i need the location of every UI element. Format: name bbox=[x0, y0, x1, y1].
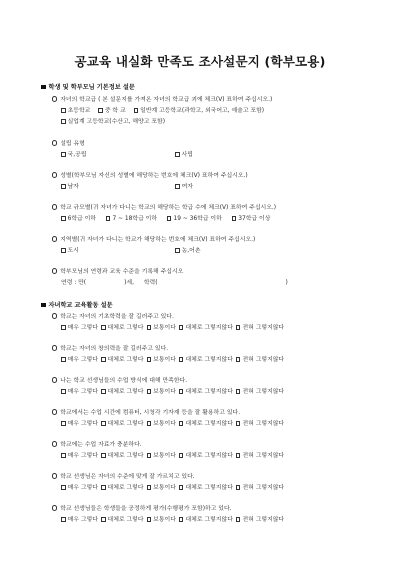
likert-option[interactable] bbox=[101, 388, 144, 396]
likert-option[interactable] bbox=[179, 452, 233, 460]
option-female[interactable]: 여자 bbox=[175, 183, 193, 191]
likert-option[interactable] bbox=[101, 484, 144, 492]
question-school-size: 학교 규모별(귀 자녀가 다니는 학교의 해당하는 학급 수에 체크(V) 표하여 주십시오.) bbox=[52, 204, 276, 212]
checkbox-icon[interactable] bbox=[61, 357, 66, 362]
likert-option[interactable] bbox=[101, 324, 144, 332]
checkbox-icon[interactable] bbox=[167, 216, 172, 221]
likert-question bbox=[52, 377, 187, 385]
checkbox-icon[interactable] bbox=[147, 485, 152, 490]
likert-option[interactable] bbox=[101, 356, 144, 364]
likert-option-label: 대체로 그렇지않다 bbox=[185, 357, 233, 363]
likert-option-label: 보통이다 bbox=[153, 357, 176, 363]
likert-option[interactable] bbox=[236, 516, 284, 524]
likert-option[interactable] bbox=[179, 356, 233, 364]
likert-question bbox=[52, 505, 232, 513]
checkbox-icon[interactable] bbox=[232, 216, 237, 221]
circle-bullet-icon bbox=[52, 96, 57, 101]
likert-option-label: 대체로 그렇지않다 bbox=[185, 485, 233, 491]
likert-options bbox=[61, 388, 284, 396]
option-city[interactable]: 도시 bbox=[61, 247, 79, 255]
checkbox-icon[interactable] bbox=[61, 485, 66, 490]
checkbox-icon[interactable] bbox=[147, 517, 152, 522]
checkbox-icon[interactable] bbox=[175, 184, 180, 189]
checkbox-icon[interactable] bbox=[179, 517, 184, 522]
section-heading-school-activities: 자녀학교 교육활동 설문 bbox=[41, 302, 113, 310]
likert-option-label: 매우 그렇다 bbox=[67, 453, 98, 459]
checkbox-icon[interactable] bbox=[236, 357, 241, 362]
likert-option-label: 대체로 그렇다 bbox=[107, 421, 144, 427]
checkbox-icon[interactable] bbox=[179, 453, 184, 458]
likert-option-label: 대체로 그렇지않다 bbox=[185, 325, 233, 331]
circle-bullet-icon bbox=[52, 377, 57, 382]
question-text: 학교 선생님들은 학생들을 공정하게 평가(수행평가 포함)하고 있다. bbox=[60, 506, 232, 512]
checkbox-icon[interactable] bbox=[101, 389, 106, 394]
circle-bullet-icon bbox=[52, 172, 57, 177]
likert-option[interactable] bbox=[179, 516, 233, 524]
checkbox-icon[interactable] bbox=[61, 119, 66, 124]
checkbox-icon[interactable] bbox=[101, 421, 106, 426]
circle-bullet-icon bbox=[52, 409, 57, 414]
likert-options bbox=[61, 356, 284, 364]
likert-option[interactable] bbox=[61, 356, 98, 364]
likert-question bbox=[52, 473, 195, 481]
likert-option[interactable] bbox=[147, 452, 176, 460]
checkbox-icon[interactable] bbox=[179, 421, 184, 426]
checkbox-icon[interactable] bbox=[101, 453, 106, 458]
checkbox-icon[interactable] bbox=[175, 152, 180, 157]
square-bullet-icon bbox=[41, 303, 46, 308]
question-text: 학교는 자녀의 기초학력을 잘 길러주고 있다. bbox=[60, 314, 174, 320]
option-elementary[interactable]: 초등학교 bbox=[61, 107, 90, 115]
likert-option-label: 전혀 그렇지않다 bbox=[242, 325, 285, 331]
question-text: 학교는 자녀의 창의력을 잘 길러주고 있다. bbox=[60, 346, 169, 352]
likert-option[interactable] bbox=[236, 420, 284, 428]
question-region: 지역별(귀 자녀가 다니는 학교가 해당하는 번호에 체크(V) 표하여 주십시오.) bbox=[52, 236, 255, 244]
likert-option[interactable] bbox=[236, 324, 284, 332]
likert-option-label: 보통이다 bbox=[153, 421, 176, 427]
question-school-level: 자녀의 학교급 ( 본 설문지를 가져온 자녀의 학교급 괴에 체크(V) 표하여 주십시오.) bbox=[52, 96, 272, 104]
checkbox-icon[interactable] bbox=[98, 108, 103, 113]
question-text: 학교에서는 수업 시간에 컴퓨터, 시청각 기자재 등을 잘 활용하고 있다. bbox=[60, 410, 241, 416]
likert-options bbox=[61, 420, 284, 428]
option-size-37[interactable]: 37학급 이상 bbox=[232, 215, 271, 223]
likert-option[interactable] bbox=[147, 324, 176, 332]
likert-option-label: 대체로 그렇다 bbox=[107, 389, 144, 395]
likert-option[interactable] bbox=[236, 484, 284, 492]
likert-option-label: 매우 그렇다 bbox=[67, 325, 98, 331]
option-rural[interactable]: 농,어촌 bbox=[175, 247, 201, 255]
square-bullet-icon bbox=[41, 85, 46, 90]
option-size-6[interactable]: 6학급 이하 bbox=[61, 215, 96, 223]
checkbox-icon[interactable] bbox=[147, 453, 152, 458]
circle-bullet-icon bbox=[52, 505, 57, 510]
circle-bullet-icon bbox=[52, 473, 57, 478]
likert-option-label: 대체로 그렇다 bbox=[107, 325, 144, 331]
checkbox-icon[interactable] bbox=[61, 216, 66, 221]
likert-option-label: 보통이다 bbox=[153, 325, 176, 331]
likert-option-label: 대체로 그렇지않다 bbox=[185, 453, 233, 459]
likert-option[interactable] bbox=[236, 452, 284, 460]
likert-option[interactable] bbox=[101, 452, 144, 460]
options-school-level-row2 bbox=[61, 118, 165, 126]
checkbox-icon[interactable] bbox=[61, 108, 66, 113]
age-label: 연령 : 만( bbox=[61, 280, 87, 286]
checkbox-icon[interactable] bbox=[236, 517, 241, 522]
checkbox-icon[interactable] bbox=[101, 485, 106, 490]
page-title: 공교육 내실화 만족도 조사설문지 (학부모용) bbox=[74, 54, 326, 69]
likert-option-label: 전혀 그렇지않다 bbox=[242, 485, 285, 491]
checkbox-icon[interactable] bbox=[147, 389, 152, 394]
question-text: 학교 선생님은 자녀의 수준에 맞게 잘 가르치고 있다. bbox=[60, 474, 195, 480]
option-size-7-18[interactable]: 7 ~ 18학급 이하 bbox=[106, 215, 157, 223]
likert-options bbox=[61, 516, 284, 524]
checkbox-icon[interactable] bbox=[147, 325, 152, 330]
question-text: 나는 학교 선생님들의 수업 방식에 대해 만족한다. bbox=[60, 378, 188, 384]
checkbox-icon[interactable] bbox=[101, 517, 106, 522]
likert-option-label: 대체로 그렇지않다 bbox=[185, 421, 233, 427]
likert-option-label: 대체로 그렇다 bbox=[107, 517, 144, 523]
likert-option[interactable] bbox=[61, 420, 98, 428]
likert-option-label: 전혀 그렇지않다 bbox=[242, 389, 285, 395]
likert-question bbox=[52, 409, 240, 417]
likert-question bbox=[52, 441, 142, 449]
option-private[interactable]: 사립 bbox=[175, 151, 193, 159]
circle-bullet-icon bbox=[52, 204, 57, 209]
checkbox-icon[interactable] bbox=[134, 108, 139, 113]
checkbox-icon[interactable] bbox=[147, 421, 152, 426]
likert-option[interactable] bbox=[61, 484, 98, 492]
likert-option-label: 대체로 그렇지않다 bbox=[185, 389, 233, 395]
checkbox-icon[interactable] bbox=[236, 485, 241, 490]
age-education-fields: 연령 : 만( )세, 학력( ) bbox=[61, 280, 288, 286]
option-male[interactable]: 남자 bbox=[61, 183, 79, 191]
checkbox-icon[interactable] bbox=[236, 325, 241, 330]
likert-option-label: 보통이다 bbox=[153, 517, 176, 523]
likert-option[interactable] bbox=[236, 356, 284, 364]
likert-option-label: 보통이다 bbox=[153, 453, 176, 459]
likert-option-label: 대체로 그렇지않다 bbox=[185, 517, 233, 523]
checkbox-icon[interactable] bbox=[61, 184, 66, 189]
likert-option-label: 매우 그렇다 bbox=[67, 357, 98, 363]
likert-option[interactable] bbox=[61, 388, 98, 396]
checkbox-icon[interactable] bbox=[61, 517, 66, 522]
likert-option-label: 전혀 그렇지않다 bbox=[242, 421, 285, 427]
question-text: 학교에는 수업 자료가 충분하다. bbox=[60, 442, 142, 448]
checkbox-icon[interactable] bbox=[61, 389, 66, 394]
likert-option-label: 보통이다 bbox=[153, 389, 176, 395]
likert-options bbox=[61, 324, 284, 332]
likert-option[interactable] bbox=[179, 324, 233, 332]
checkbox-icon[interactable] bbox=[147, 357, 152, 362]
checkbox-icon[interactable] bbox=[236, 421, 241, 426]
likert-option-label: 매우 그렇다 bbox=[67, 485, 98, 491]
likert-option-label: 대체로 그렇다 bbox=[107, 485, 144, 491]
checkbox-icon[interactable] bbox=[61, 248, 66, 253]
likert-options bbox=[61, 484, 284, 492]
checkbox-icon[interactable] bbox=[61, 152, 66, 157]
question-age-education: 학부모님의 연령과 교육 수준을 기록해 주십시오 bbox=[52, 268, 183, 276]
checkbox-icon[interactable] bbox=[61, 453, 66, 458]
circle-bullet-icon bbox=[52, 236, 57, 241]
likert-option[interactable] bbox=[147, 516, 176, 524]
question-founding-type: 설립 유형 bbox=[52, 140, 85, 148]
option-middle[interactable]: 중 학 교 bbox=[98, 107, 125, 115]
options-school-size bbox=[61, 215, 270, 223]
likert-option[interactable] bbox=[61, 452, 98, 460]
likert-option-label: 전혀 그렇지않다 bbox=[242, 357, 285, 363]
likert-option[interactable] bbox=[147, 388, 176, 396]
likert-option[interactable] bbox=[101, 516, 144, 524]
likert-option[interactable] bbox=[179, 420, 233, 428]
likert-option[interactable] bbox=[101, 420, 144, 428]
likert-option-label: 매우 그렇다 bbox=[67, 517, 98, 523]
circle-bullet-icon bbox=[52, 140, 57, 145]
circle-bullet-icon bbox=[52, 441, 57, 446]
likert-option-label: 보통이다 bbox=[153, 485, 176, 491]
likert-question bbox=[52, 345, 168, 353]
checkbox-icon[interactable] bbox=[179, 389, 184, 394]
likert-options bbox=[61, 452, 284, 460]
option-general-high[interactable]: 일반계 고등학교(과학고, 외국어고, 예술고 포함) bbox=[134, 107, 265, 115]
checkbox-icon[interactable] bbox=[101, 325, 106, 330]
checkbox-icon[interactable] bbox=[179, 357, 184, 362]
options-school-level-row1 bbox=[61, 107, 264, 115]
likert-option[interactable] bbox=[147, 484, 176, 492]
likert-option[interactable] bbox=[61, 324, 98, 332]
likert-option-label: 대체로 그렇다 bbox=[107, 453, 144, 459]
likert-option[interactable] bbox=[179, 388, 233, 396]
checkbox-icon[interactable] bbox=[106, 216, 111, 221]
likert-option[interactable] bbox=[61, 516, 98, 524]
likert-option[interactable] bbox=[179, 484, 233, 492]
checkbox-icon[interactable] bbox=[101, 357, 106, 362]
likert-option-label: 전혀 그렇지않다 bbox=[242, 517, 285, 523]
checkbox-icon[interactable] bbox=[61, 421, 66, 426]
section-heading-basic-info: 학생 및 학부모님 기본정보 설문 bbox=[41, 84, 135, 92]
checkbox-icon[interactable] bbox=[175, 248, 180, 253]
likert-option-label: 전혀 그렇지않다 bbox=[242, 453, 285, 459]
likert-option-label: 매우 그렇다 bbox=[67, 389, 98, 395]
checkbox-icon[interactable] bbox=[236, 389, 241, 394]
education-label: 학력( bbox=[143, 280, 158, 286]
likert-question bbox=[52, 313, 174, 321]
checkbox-icon[interactable] bbox=[236, 453, 241, 458]
likert-option[interactable] bbox=[147, 356, 176, 364]
likert-option[interactable] bbox=[236, 388, 284, 396]
option-size-19-36[interactable]: 19 ~ 36학급 이하 bbox=[167, 215, 222, 223]
checkbox-icon[interactable] bbox=[179, 485, 184, 490]
circle-bullet-icon bbox=[52, 313, 57, 318]
option-public[interactable]: 국,공립 bbox=[61, 151, 87, 159]
checkbox-icon[interactable] bbox=[61, 325, 66, 330]
option-vocational-high[interactable]: 실업계 고등학교(수산고, 해양고 포함) bbox=[61, 118, 165, 126]
likert-option-label: 매우 그렇다 bbox=[67, 421, 98, 427]
checkbox-icon[interactable] bbox=[179, 325, 184, 330]
likert-option-label: 대체로 그렇다 bbox=[107, 357, 144, 363]
likert-option[interactable] bbox=[147, 420, 176, 428]
circle-bullet-icon bbox=[52, 268, 57, 273]
question-gender: 성별(학부모님 자신의 성별에 해당하는 번호에 체크(V) 표하여 주십시오.) bbox=[52, 172, 248, 180]
circle-bullet-icon bbox=[52, 345, 57, 350]
